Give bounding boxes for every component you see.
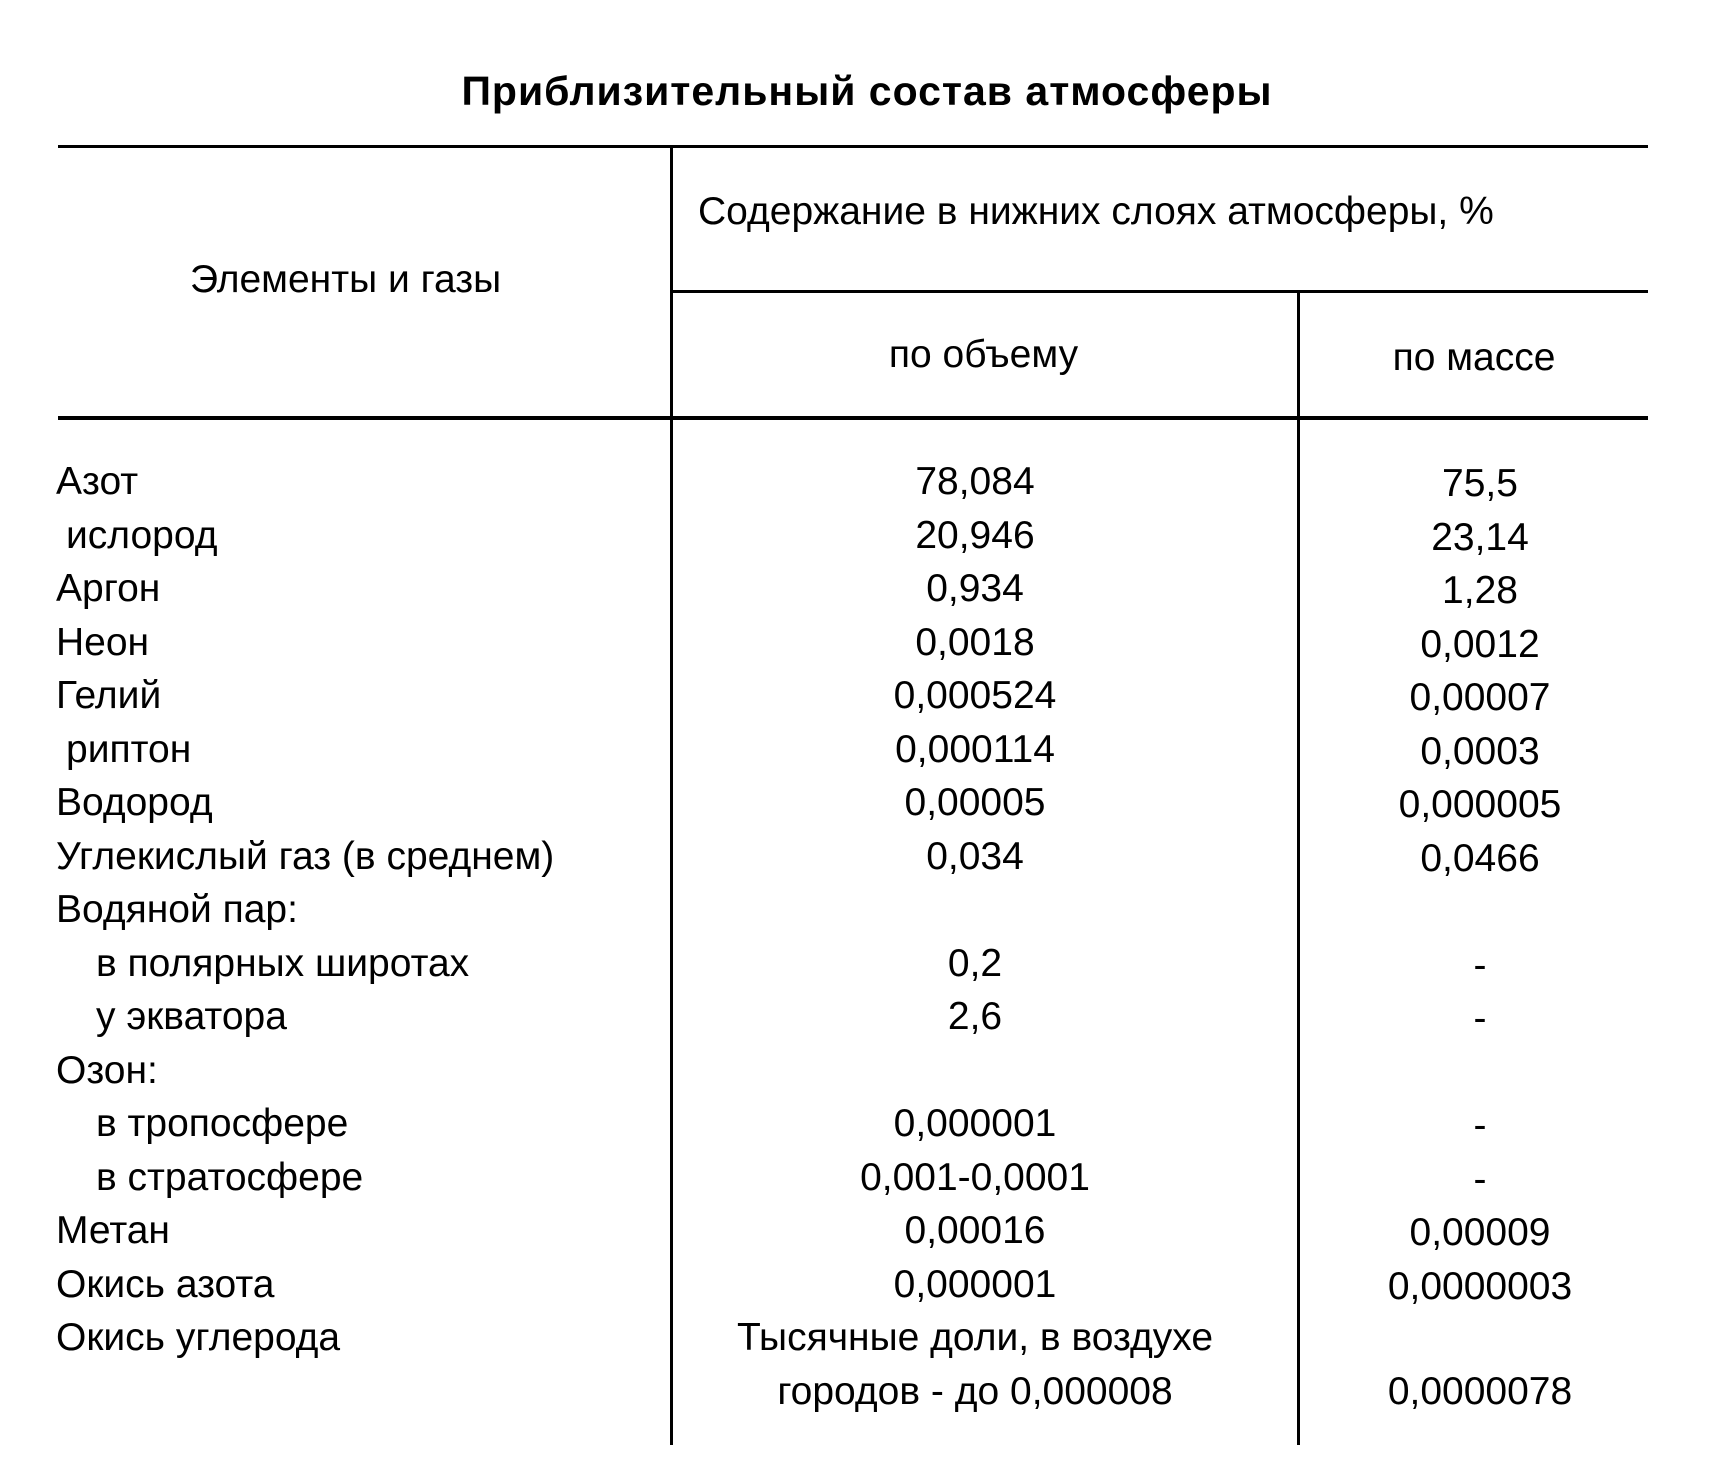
row-volume-value: 0,000524: [893, 674, 1057, 717]
header-content-group: Содержание в нижних слоях атмосферы, %: [698, 190, 1494, 233]
top-rule: [58, 145, 1648, 148]
row-element-name: в тропосфере: [96, 1102, 349, 1145]
row-element-name: риптон: [66, 727, 192, 771]
row-element-name: ислород: [66, 513, 218, 557]
row-element-name: Окись азота: [56, 1262, 275, 1306]
row-element-name: Углекислый газ (в среднем): [56, 834, 555, 878]
row-mass-value: -: [1473, 997, 1487, 1040]
row-mass-value: 75,5: [1442, 462, 1518, 505]
row-mass-value: 0,00007: [1409, 676, 1551, 719]
header-by-mass: по массе: [1392, 336, 1556, 379]
row-mass-value: -: [1473, 943, 1487, 987]
row-volume-value: 0,000114: [895, 727, 1055, 771]
row-volume-value: 0,00005: [904, 781, 1046, 824]
row-element-name: Озон:: [56, 1048, 158, 1092]
row-element-name: Гелий: [56, 674, 162, 717]
header-bottom-rule: [58, 416, 1648, 420]
table-title: Приблизительный состав атмосферы: [461, 68, 1273, 114]
row-element-name: Водород: [56, 781, 213, 824]
row-volume-value: 0,00016: [904, 1209, 1046, 1252]
row-volume-value: 0,000001: [893, 1262, 1057, 1306]
row-mass-value: -: [1473, 1157, 1487, 1201]
row-volume-value: 0,934: [926, 567, 1024, 610]
row-mass-value: 1,28: [1442, 569, 1518, 612]
row-element-name: в полярных широтах: [96, 941, 470, 985]
header-elements-gases: Элементы и газы: [190, 258, 502, 301]
row-volume-value: Тысячные доли, в воздухе городов - до 0,000008: [736, 1316, 1214, 1413]
row-element-name: Азот: [56, 460, 139, 503]
row-element-name: Окись углерода: [56, 1316, 341, 1359]
row-volume-value: 2,6: [947, 995, 1003, 1038]
row-element-name: Метан: [56, 1209, 170, 1252]
row-volume-value: 0,2: [947, 941, 1003, 985]
row-volume-value: 20,946: [915, 513, 1035, 557]
row-mass-value: 0,0003: [1420, 729, 1540, 773]
row-volume-value: 0,034: [926, 834, 1024, 878]
row-volume-value: 0,000001: [893, 1102, 1057, 1145]
row-mass-value: 0,0466: [1420, 836, 1540, 880]
row-element-name: в стратосфере: [96, 1155, 364, 1199]
row-volume-value: 78,084: [915, 460, 1035, 503]
row-mass-value: 23,14: [1431, 515, 1529, 559]
header-by-volume: по объему: [888, 333, 1079, 376]
row-mass-value: 0,000005: [1398, 783, 1562, 826]
row-element-name: Неон: [56, 620, 150, 664]
row-mass-value: 0,0000003: [1387, 1264, 1573, 1308]
row-element-name: Аргон: [56, 567, 161, 610]
row-volume-value: 0,0018: [915, 620, 1035, 664]
row-element-name: Водяной пар:: [56, 888, 298, 931]
row-mass-value: -: [1473, 1104, 1487, 1147]
group-header-rule: [670, 290, 1648, 293]
row-volume-value: 0,001-0,0001: [860, 1155, 1090, 1199]
row-mass-value: 0,0012: [1420, 622, 1540, 666]
row-element-name: у экватора: [96, 995, 287, 1038]
row-mass-value: 0,0000078: [1387, 1369, 1573, 1413]
row-mass-value: 0,00009: [1409, 1211, 1551, 1254]
